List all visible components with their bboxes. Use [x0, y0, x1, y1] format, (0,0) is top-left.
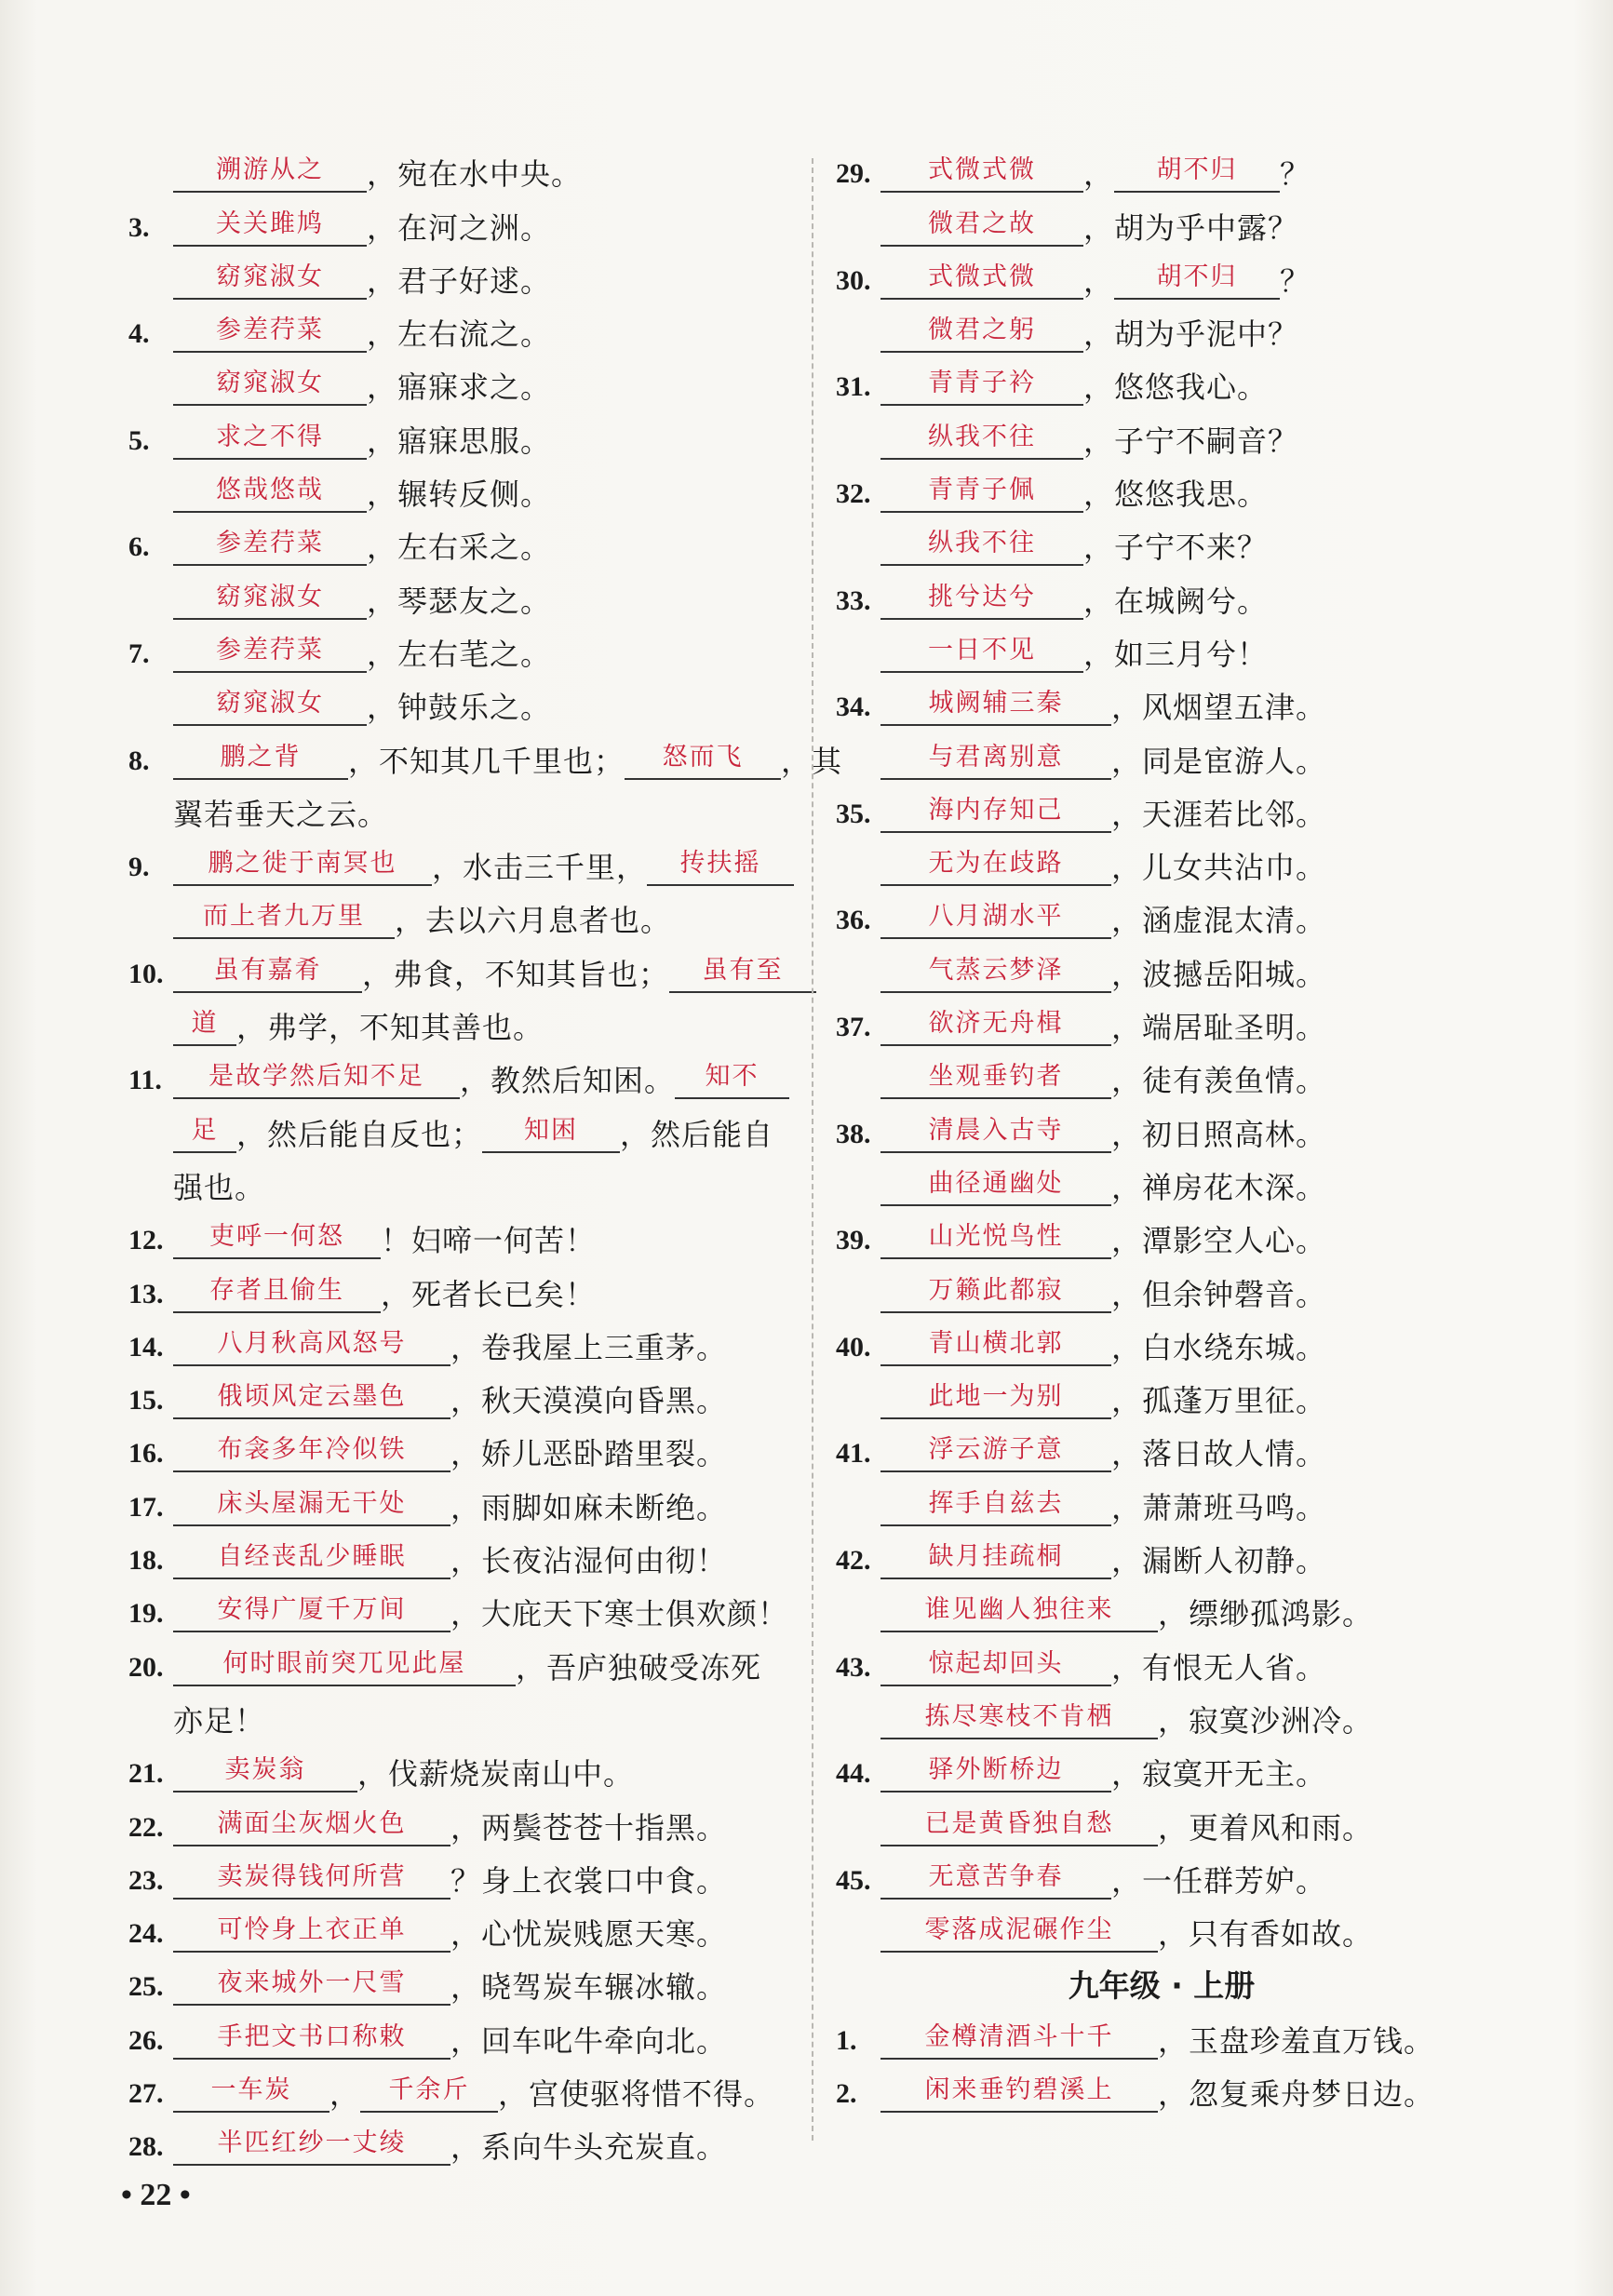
answer-blank[interactable]: 此地一为别	[880, 1378, 1111, 1419]
verse-text: ，悠悠我心。	[1083, 369, 1269, 406]
verse-line	[128, 2060, 780, 2113]
verse-text: ，吾庐独破受冻死	[516, 1649, 762, 1685]
verse-text: ，如三月兮！	[1083, 636, 1269, 672]
verse-line	[836, 140, 1487, 193]
answer-blank[interactable]: 安得广厦千万间	[173, 1591, 450, 1632]
verse-text: ，端居耻圣明。	[1111, 1010, 1327, 1046]
verse-line	[836, 1206, 1487, 1259]
question-number: 3.	[128, 211, 150, 243]
question-number: 35.	[836, 798, 871, 829]
answer-blank[interactable]: 怒而飞	[625, 739, 781, 780]
verse-line	[836, 566, 1487, 619]
answer-blank[interactable]: 知不	[675, 1058, 789, 1099]
answer-blank[interactable]: 纵我不往	[880, 419, 1083, 460]
verse-text: ，琴瑟友之。	[367, 583, 552, 619]
verse-line	[128, 886, 780, 939]
question-number: 32.	[836, 478, 871, 510]
left-column	[128, 140, 843, 2166]
verse-line	[128, 1153, 780, 1206]
verse-line	[128, 1099, 780, 1152]
answer-blank[interactable]: 自经丧乱少睡眠	[173, 1538, 450, 1579]
question-number: 34.	[836, 691, 871, 723]
verse-text: ，儿女共沾巾。	[1111, 850, 1327, 886]
verse-line	[836, 673, 1487, 726]
verse-text: ，	[329, 2075, 361, 2112]
answer-blank[interactable]: 悠哉悠哉	[173, 472, 367, 513]
verse-line	[836, 1900, 1487, 1953]
verse-text: ，然后能自反也；	[236, 1116, 483, 1152]
question-number: 37.	[836, 1012, 871, 1043]
verse-line	[128, 780, 780, 833]
verse-text: ，寂寞开无主。	[1111, 1756, 1327, 1792]
verse-text: ，君子好逑。	[367, 262, 552, 299]
verse-line	[128, 1526, 780, 1579]
answer-blank[interactable]: 一车炭	[173, 2072, 329, 2113]
verse-text: ，子宁不嗣音？	[1083, 423, 1299, 459]
question-number: 4.	[128, 318, 150, 350]
verse-text: ，寤寐求之。	[367, 369, 552, 406]
verse-text: ，雨脚如麻未断绝。	[450, 1489, 728, 1525]
verse-text: ，玉盘珍羞直万钱。	[1158, 2022, 1435, 2059]
verse-text: ，伐薪烧炭南山中。	[357, 1756, 635, 1792]
verse-line	[128, 726, 843, 779]
verse-text: ，宫使驱将惜不得。	[498, 2075, 775, 2112]
verse-line	[128, 247, 780, 300]
verse-line	[836, 353, 1487, 406]
answer-blank[interactable]: 窈窕淑女	[173, 579, 367, 620]
verse-line	[128, 1366, 780, 1419]
answer-blank[interactable]: 溯游从之	[173, 152, 367, 193]
question-number: 7.	[128, 638, 150, 669]
question-number: 26.	[128, 2024, 164, 2056]
verse-line	[128, 513, 780, 566]
answer-blank[interactable]: 胡不归	[1114, 259, 1280, 300]
verse-text: ，缥缈孤鸿影。	[1158, 1596, 1374, 1632]
question-number: 43.	[836, 1651, 871, 1683]
verse-line	[836, 1739, 1487, 1792]
answer-blank[interactable]: 手把文书口称敕	[173, 2019, 450, 2060]
answer-blank[interactable]: 惊起却回头	[880, 1645, 1111, 1686]
verse-text: ，心忧炭贱愿天寒。	[450, 1916, 728, 1953]
verse-text: ，悠悠我思。	[1083, 477, 1269, 513]
verse-line	[836, 1632, 1487, 1685]
answer-blank[interactable]: 参差荇菜	[173, 632, 367, 673]
answer-blank[interactable]: 窈窕淑女	[173, 685, 367, 726]
verse-line	[128, 193, 780, 246]
verse-line	[128, 566, 780, 619]
answer-blank[interactable]: 式微式微	[880, 259, 1083, 300]
verse-text: ？	[1280, 262, 1311, 299]
verse-text: ？	[1280, 156, 1311, 193]
verse-line	[836, 620, 1487, 673]
verse-text: ，在河之洲。	[367, 209, 552, 246]
verse-line	[836, 1526, 1487, 1579]
verse-text: ，忽复乘舟梦日边。	[1158, 2075, 1435, 2112]
verse-text: ，子宁不来？	[1083, 530, 1269, 566]
answer-blank[interactable]: 气蒸云梦泽	[880, 952, 1111, 993]
verse-text: ，弗学，不知其善也。	[236, 1010, 544, 1046]
answer-blank[interactable]: 知困	[482, 1112, 620, 1153]
verse-text: ，天涯若比邻。	[1111, 796, 1327, 832]
answer-blank[interactable]: 挑兮达兮	[880, 579, 1083, 620]
verse-text: ，回车叱牛牵向北。	[450, 2022, 728, 2059]
answer-blank[interactable]: 窈窕淑女	[173, 365, 367, 406]
verse-line	[128, 1472, 780, 1525]
verse-text: ，晓驾炭车辗冰辙。	[450, 1969, 728, 2006]
answer-blank[interactable]: 山光悦鸟性	[880, 1218, 1111, 1259]
answer-blank[interactable]: 八月秋高风怒号	[173, 1325, 450, 1366]
answer-blank[interactable]: 卖炭得钱何所营	[173, 1859, 450, 1900]
answer-blank[interactable]: 胡不归	[1114, 152, 1280, 193]
verse-text: ，在城阙兮。	[1083, 583, 1269, 619]
answer-blank[interactable]: 满面尘灰烟火色	[173, 1806, 450, 1846]
answer-blank[interactable]: 八月湖水平	[880, 898, 1111, 939]
answer-blank[interactable]: 存者且偷生	[173, 1272, 381, 1313]
verse-line	[128, 353, 780, 406]
verse-line	[836, 2060, 1487, 2113]
verse-text: ，同是宦游人。	[1111, 743, 1327, 779]
question-number: 25.	[128, 1971, 164, 2003]
answer-blank[interactable]: 参差荇菜	[173, 312, 367, 353]
verse-line	[836, 1579, 1487, 1632]
verse-line	[836, 1099, 1487, 1152]
question-number: 5.	[128, 424, 150, 456]
answer-blank[interactable]: 曲径通幽处	[880, 1165, 1111, 1206]
answer-blank[interactable]: 金樽清酒斗十千	[880, 2019, 1158, 2060]
question-number: 41.	[836, 1438, 871, 1470]
verse-line	[128, 406, 780, 459]
verse-line	[836, 1792, 1487, 1846]
verse-text: ，两鬓苍苍十指黑。	[450, 1809, 728, 1846]
answer-blank[interactable]: 清晨入古寺	[880, 1112, 1111, 1153]
right-column	[836, 140, 1487, 2113]
verse-line	[836, 993, 1487, 1046]
question-number: 38.	[836, 1118, 871, 1149]
verse-text: ！妇啼一何苦！	[381, 1223, 597, 1259]
verse-line	[128, 1313, 780, 1366]
answer-blank[interactable]: 鹏之徙于南冥也	[173, 845, 432, 886]
answer-blank[interactable]: 是故学然后知不足	[173, 1058, 460, 1099]
question-number: 6.	[128, 531, 150, 563]
verse-text: ，初日照高林。	[1111, 1116, 1327, 1152]
answer-blank[interactable]: 求之不得	[173, 419, 367, 460]
verse-text: ，然后能自	[620, 1116, 774, 1152]
question-number: 42.	[836, 1545, 871, 1577]
answer-blank[interactable]: 青青子衿	[880, 365, 1083, 406]
verse-text: ，一任群芳妒。	[1111, 1862, 1327, 1899]
verse-line	[836, 1259, 1487, 1312]
verse-line	[836, 513, 1487, 566]
verse-line	[836, 406, 1487, 459]
verse-text: ，萧萧班马鸣。	[1111, 1489, 1327, 1525]
verse-line	[128, 993, 780, 1046]
question-number: 8.	[128, 745, 150, 776]
page-number: • 22 •	[121, 2178, 191, 2212]
verse-text: ，寤寐思服。	[367, 423, 552, 459]
verse-line	[836, 193, 1487, 246]
verse-text: ，不知其几千里也；	[348, 743, 625, 779]
verse-text: ，左右流之。	[367, 316, 552, 353]
verse-text: ，白水绕东城。	[1111, 1329, 1327, 1365]
verse-text: 亦足！	[173, 1702, 266, 1739]
answer-blank[interactable]: 夜来城外一尺雪	[173, 1965, 450, 2006]
verse-text: ，钟鼓乐之。	[367, 690, 552, 726]
question-number: 23.	[128, 1864, 164, 1896]
verse-text: ，其	[781, 743, 843, 779]
question-number: 31.	[836, 371, 871, 403]
question-number: 17.	[128, 1491, 164, 1523]
question-number: 16.	[128, 1438, 164, 1470]
verse-text: ，更着风和雨。	[1158, 1809, 1374, 1846]
answer-blank[interactable]: 已是黄昏独自愁	[880, 1806, 1158, 1846]
verse-text: ，落日故人情。	[1111, 1436, 1327, 1472]
answer-blank[interactable]: 半匹红纱一丈绫	[173, 2125, 450, 2166]
answer-blank[interactable]: 一日不见	[880, 632, 1083, 673]
verse-line	[836, 780, 1487, 833]
question-number: 40.	[836, 1331, 871, 1363]
verse-line	[128, 460, 780, 513]
verse-text: ，风烟望五津。	[1111, 690, 1327, 726]
verse-line	[128, 673, 780, 726]
verse-line	[128, 2113, 780, 2166]
verse-text: ，长夜沾湿何由彻！	[450, 1543, 728, 1579]
verse-line	[836, 300, 1487, 353]
verse-text: ，系向牛头充炭直。	[450, 2129, 728, 2166]
verse-text: ，徒有羡鱼情。	[1111, 1063, 1327, 1099]
question-number: 19.	[128, 1598, 164, 1630]
verse-line	[836, 247, 1487, 300]
verse-text: ，只有香如故。	[1158, 1916, 1374, 1953]
question-number: 11.	[128, 1065, 162, 1096]
question-number: 12.	[128, 1225, 164, 1256]
answer-blank[interactable]: 而上者九万里	[173, 898, 395, 939]
verse-text: ，去以六月息者也。	[395, 903, 672, 939]
verse-line	[836, 460, 1487, 513]
answer-blank[interactable]: 坐观垂钓者	[880, 1058, 1111, 1099]
answer-blank[interactable]: 足	[173, 1112, 236, 1153]
verse-text: ，但余钟磬音。	[1111, 1276, 1327, 1312]
verse-line	[128, 833, 780, 886]
answer-blank[interactable]: 纵我不往	[880, 525, 1083, 566]
answer-blank[interactable]: 俄顷风定云墨色	[173, 1378, 450, 1419]
question-number: 28.	[128, 2131, 164, 2163]
question-number: 21.	[128, 1758, 164, 1790]
verse-line	[836, 1153, 1487, 1206]
answer-blank[interactable]: 布衾多年冷似铁	[173, 1431, 450, 1472]
answer-blank[interactable]: 微君之故	[880, 206, 1083, 247]
verse-line	[128, 140, 780, 193]
question-number: 13.	[128, 1278, 164, 1309]
verse-text: ，娇儿恶卧踏里裂。	[450, 1436, 728, 1472]
verse-line	[836, 1846, 1487, 1900]
answer-blank[interactable]: 千余斤	[360, 2072, 498, 2113]
verse-line	[128, 1419, 780, 1472]
verse-text: ，胡为乎泥中？	[1083, 316, 1299, 353]
answer-blank[interactable]: 闲来垂钓碧溪上	[880, 2072, 1158, 2113]
answer-blank[interactable]: 谁见幽人独往来	[880, 1591, 1158, 1632]
answer-blank[interactable]: 何时眼前突兀见此屋	[173, 1645, 516, 1686]
answer-blank[interactable]: 无意苦争春	[880, 1859, 1111, 1900]
verse-line	[836, 2006, 1487, 2059]
verse-text: ，辗转反侧。	[367, 477, 552, 513]
question-number: 18.	[128, 1545, 164, 1577]
question-number: 14.	[128, 1331, 164, 1363]
answer-blank[interactable]: 可怜身上衣正单	[173, 1912, 450, 1953]
answer-blank[interactable]: 抟扶摇	[647, 845, 794, 886]
verse-line	[128, 1046, 780, 1099]
verse-text: ，卷我屋上三重茅。	[450, 1329, 728, 1365]
verse-line	[128, 2006, 780, 2059]
verse-line	[128, 1900, 780, 1953]
verse-text: ，波撼岳阳城。	[1111, 956, 1327, 992]
verse-text: ，左右芼之。	[367, 636, 552, 672]
verse-line	[836, 939, 1487, 992]
question-number: 45.	[836, 1864, 871, 1896]
verse-text: ，禅房花木深。	[1111, 1169, 1327, 1205]
answer-blank[interactable]: 无为在歧路	[880, 845, 1111, 886]
question-number: 20.	[128, 1651, 164, 1683]
answer-blank[interactable]: 万籁此都寂	[880, 1272, 1111, 1313]
verse-text: ，涵虚混太清。	[1111, 903, 1327, 939]
verse-text: ，水击三千里，	[432, 850, 648, 886]
answer-blank[interactable]: 虽有至	[669, 952, 816, 993]
question-number: 44.	[836, 1758, 871, 1790]
answer-blank[interactable]: 微君之躬	[880, 312, 1083, 353]
verse-line	[836, 1046, 1487, 1099]
verse-line	[836, 726, 1487, 779]
question-number: 2.	[836, 2077, 857, 2109]
verse-text: ，左右采之。	[367, 530, 552, 566]
answer-blank[interactable]: 驿外断桥边	[880, 1752, 1111, 1792]
verse-text: ，教然后知困。	[460, 1063, 676, 1099]
question-number: 15.	[128, 1385, 164, 1417]
verse-text: ，胡为乎中露？	[1083, 209, 1299, 246]
verse-line	[836, 886, 1487, 939]
verse-line	[836, 1686, 1487, 1739]
verse-text: ，秋天漠漠向昏黑。	[450, 1383, 728, 1419]
verse-line	[128, 1739, 780, 1792]
question-number: 9.	[128, 852, 150, 883]
answer-blank[interactable]: 床头屋漏无干处	[173, 1485, 450, 1526]
verse-line	[128, 1579, 789, 1632]
verse-text: ，潭影空人心。	[1111, 1223, 1327, 1259]
answer-blank[interactable]: 海内存知己	[880, 792, 1111, 833]
answer-blank[interactable]: 与君离别意	[880, 739, 1111, 780]
question-number: 10.	[128, 958, 164, 989]
answer-blank[interactable]: 零落成泥碾作尘	[880, 1912, 1158, 1953]
verse-line	[836, 1313, 1487, 1366]
verse-text: ，弗食，不知其旨也；	[362, 956, 670, 992]
verse-line	[128, 620, 780, 673]
verse-line	[128, 300, 780, 353]
question-number: 33.	[836, 584, 871, 616]
answer-blank[interactable]: 缺月挂疏桐	[880, 1538, 1111, 1579]
answer-blank[interactable]: 虽有嘉肴	[173, 952, 362, 993]
verse-text: ，宛在水中央。	[367, 156, 583, 193]
verse-text: ，	[1083, 156, 1115, 193]
question-number: 29.	[836, 158, 871, 190]
question-number: 30.	[836, 264, 871, 296]
verse-text: 翼若垂天之云。	[173, 796, 389, 832]
verse-line	[128, 1259, 780, 1312]
answer-blank[interactable]: 关关雎鸠	[173, 206, 367, 247]
question-number: 27.	[128, 2077, 164, 2109]
question-number: 1.	[836, 2024, 857, 2056]
answer-blank[interactable]: 参差荇菜	[173, 525, 367, 566]
verse-line	[836, 833, 1487, 886]
verse-text: ，漏断人初静。	[1111, 1543, 1327, 1579]
section-title: 九年级 · 上册	[1068, 1967, 1256, 2005]
verse-text: ，寂寞沙洲冷。	[1158, 1702, 1374, 1739]
verse-text: 强也。	[173, 1169, 266, 1205]
answer-blank[interactable]: 挥手自兹去	[880, 1485, 1111, 1526]
answer-blank[interactable]: 吏呼一何怒	[173, 1218, 381, 1259]
answer-blank[interactable]: 青山横北郭	[880, 1325, 1111, 1366]
answer-blank[interactable]: 道	[173, 1005, 236, 1046]
answer-blank[interactable]: 欲济无舟楫	[880, 1005, 1111, 1046]
verse-line	[128, 1846, 780, 1900]
verse-text: ？身上衣裳口中食。	[450, 1862, 728, 1899]
answer-blank[interactable]: 窈窕淑女	[173, 259, 367, 300]
question-number: 39.	[836, 1225, 871, 1256]
verse-text: ，	[1083, 262, 1115, 299]
answer-blank[interactable]: 式微式微	[880, 152, 1083, 193]
verse-text: ，孤蓬万里征。	[1111, 1383, 1327, 1419]
question-number: 24.	[128, 1918, 164, 1950]
question-number: 36.	[836, 905, 871, 936]
verse-line	[128, 1953, 780, 2006]
question-number: 22.	[128, 1811, 164, 1843]
verse-text: ，大庇天下寒士俱欢颜！	[450, 1596, 789, 1632]
column-divider	[812, 158, 813, 2141]
verse-text: ，死者长已矣！	[381, 1276, 597, 1312]
answer-blank[interactable]: 拣尽寒枝不肯栖	[880, 1699, 1158, 1739]
answer-blank[interactable]: 鹏之背	[173, 739, 348, 780]
verse-line	[836, 1472, 1487, 1525]
verse-line	[128, 1632, 780, 1685]
verse-text: ，有恨无人省。	[1111, 1649, 1327, 1685]
verse-line	[128, 1686, 780, 1739]
verse-line	[836, 1366, 1487, 1419]
answer-blank[interactable]: 浮云游子意	[880, 1431, 1111, 1472]
answer-blank[interactable]: 青青子佩	[880, 472, 1083, 513]
answer-blank[interactable]: 卖炭翁	[173, 1752, 357, 1792]
verse-line	[836, 1419, 1487, 1472]
answer-blank[interactable]: 城阙辅三秦	[880, 685, 1111, 726]
verse-line	[128, 1206, 780, 1259]
verse-line	[128, 1792, 780, 1846]
verse-line	[128, 939, 784, 992]
